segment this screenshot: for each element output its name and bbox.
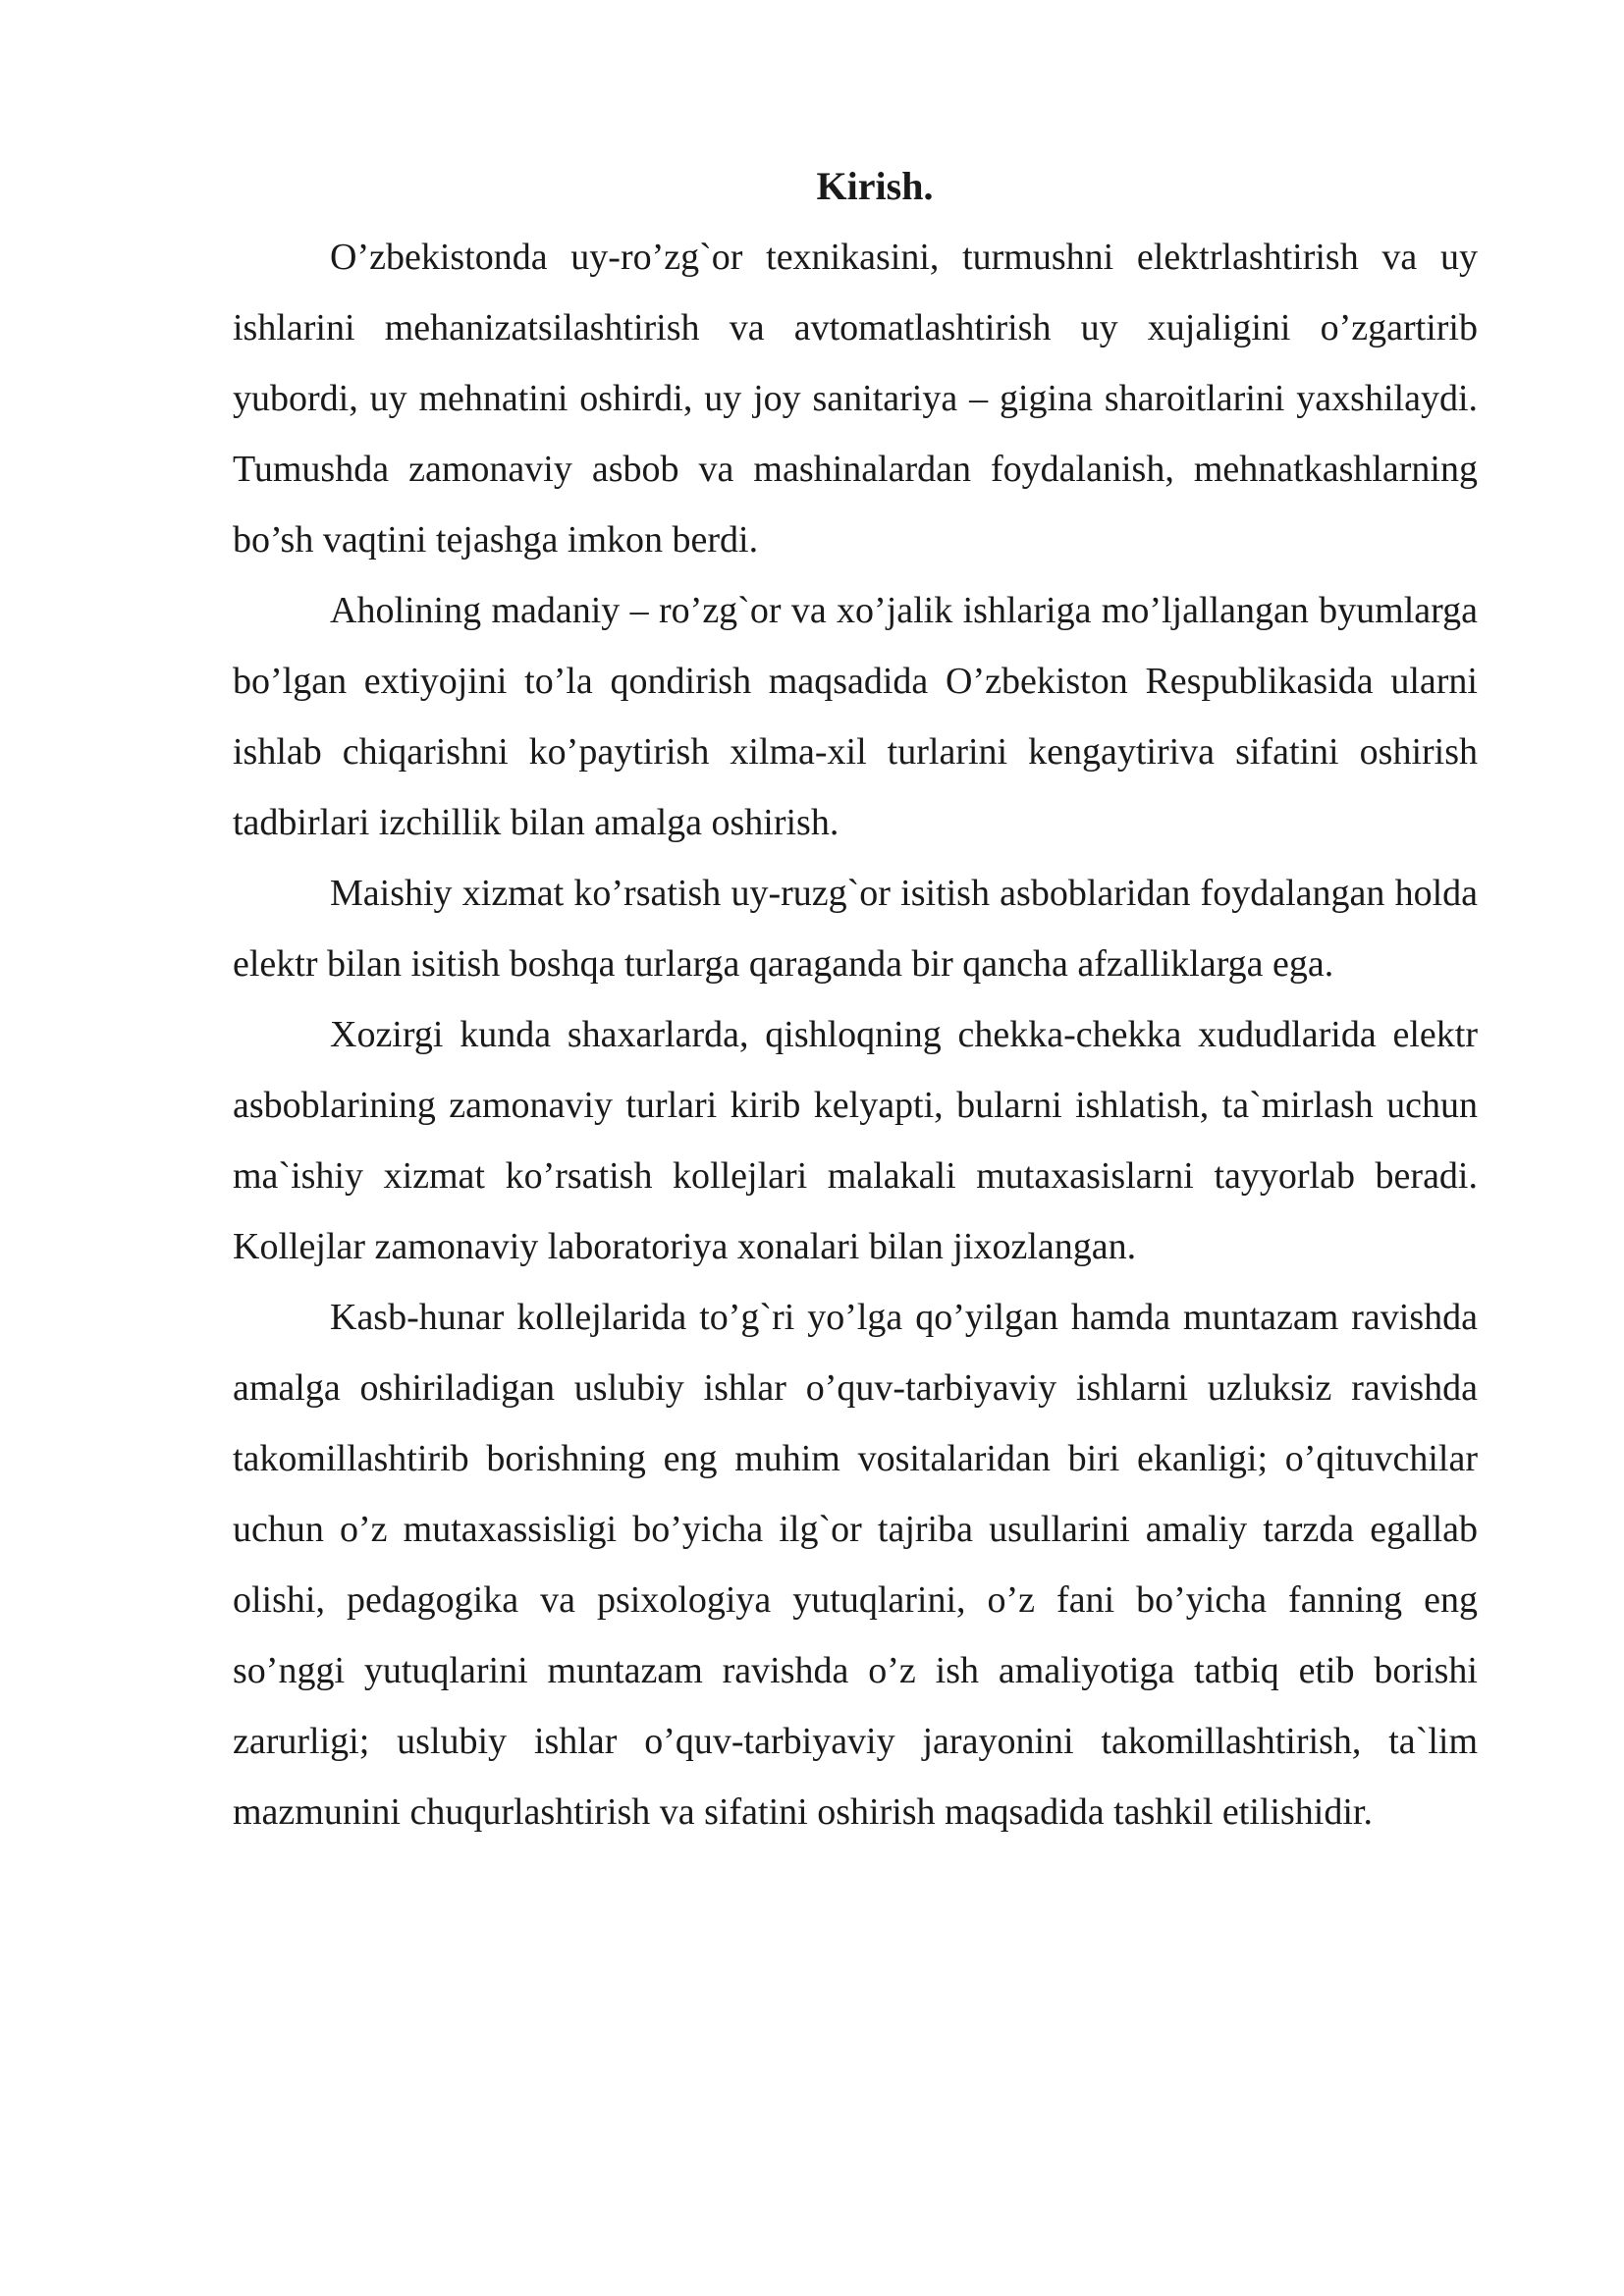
paragraph: Xozirgi kunda shaxarlarda, qishloqning chekka-chekka xududlarida elektr asboblarining zamonaviy turlari kirib kelyapti, bularni ishlatish, ta`mirlash uchun ma`ishiy xizmat ko’rsatish kollejlari malakali mutaxasislarni tayyorlab beradi. Kollejlar zamonaviy laboratoriya xonalari bilan jixozlangan.: [233, 1014, 1478, 1267]
paragraph: O’zbekistonda uy-ro’zg`or texnikasini, turmushni elektrlashtirish va uy ishlarini mehanizatsilashtirish va avtomatlashtirish uy xujaligini o’zgartirib yubordi, uy mehnatini oshirdi, uy joy sanitariya – gigina sharoitlarini yaxshilaydi. Tumushda zamonaviy asbob va mashinalardan foydalanish, mehnatkashlarning bo’sh vaqtini tejashga imkon berdi.: [233, 237, 1478, 561]
paragraph: Aholining madaniy – ro’zg`or va xo’jalik ishlariga mo’ljallangan byumlarga bo’lgan extiyojini to’la qondirish maqsadida O’zbekiston Respublikasida ularni ishlab chiqarishni ko’paytirish xilma-xil turlarini kengaytiriva sifatini oshirish tadbirlari izchillik bilan amalga oshirish.: [233, 590, 1478, 843]
document-title: Kirish.: [816, 164, 934, 208]
document-body: [233, 151, 1478, 1847]
paragraph: Kasb-hunar kollejlarida to’g`ri yo’lga qo’yilgan hamda muntazam ravishda amalga oshiriladigan uslubiy ishlar o’quv-tarbiyaviy ishlarni uzluksiz ravishda takomillashtirib borishning eng muhim vositalaridan biri ekanligi; o’qituvchilar uchun o’z mutaxassisligi bo’yicha ilg`or tajriba usullarini amaliy tarzda egallab olishi, pedagogika va psixologiya yutuqlarini, o’z fani bo’yicha fanning eng so’nggi yutuqlarini muntazam ravishda o’z ish amaliyotiga tatbiq etib borishi zarurligi; uslubiy ishlar o’quv-tarbiyaviy jarayonini takomillashtirish, ta`lim mazmunini chuqurlashtirish va sifatini oshirish maqsadida tashkil etilishidir.: [233, 1297, 1478, 1833]
paragraph: Maishiy xizmat ko’rsatish uy-ruzg`or isitish asboblaridan foydalangan holda elektr bilan isitish boshqa turlarga qaraganda bir qancha afzalliklarga ega.: [233, 873, 1478, 985]
